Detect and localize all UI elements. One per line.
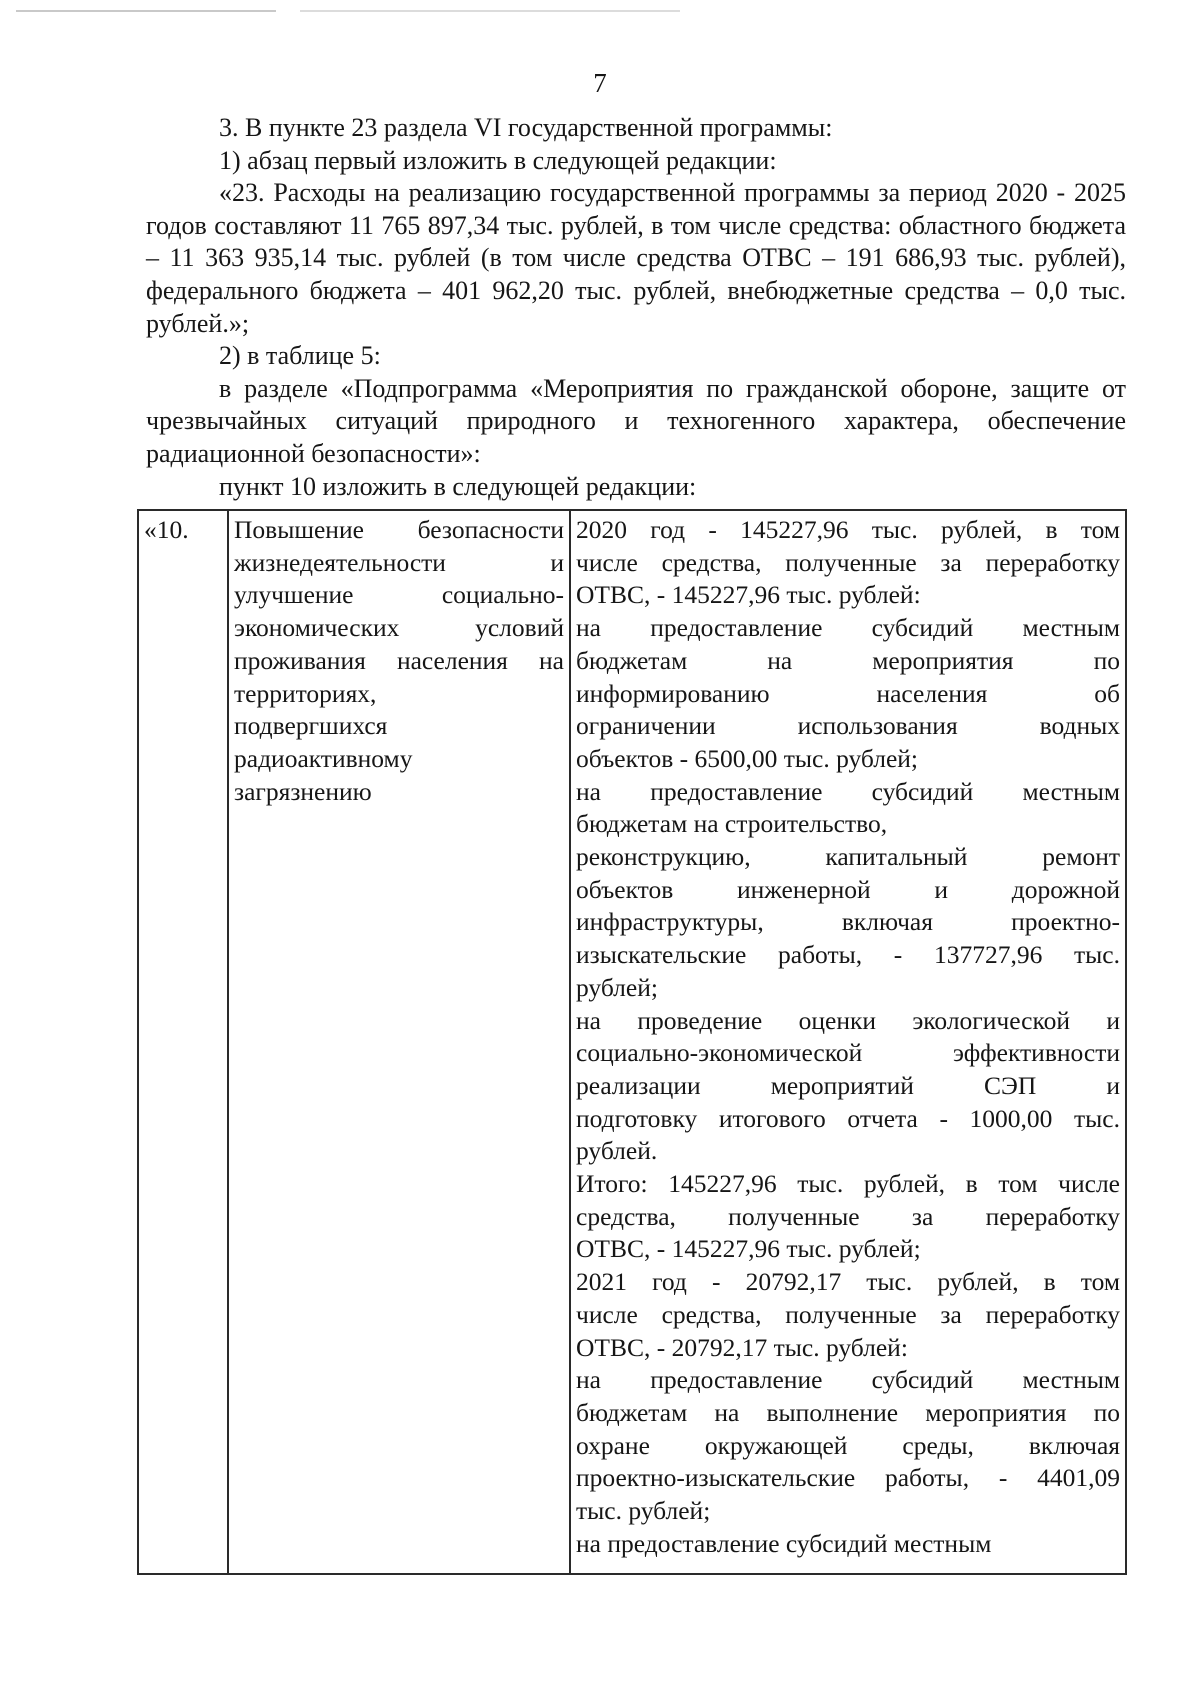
cell-line: инфраструктуры, включая проектно-: [576, 907, 1120, 937]
cell-line: подвергшихся: [234, 711, 388, 741]
cell-line: ОТВС, - 145227,96 тыс. рублей;: [576, 1234, 921, 1264]
cell-line: загрязнению: [234, 776, 372, 806]
paragraph-subitem-1: 1) абзац первый изложить в следующей редакции:: [219, 145, 777, 175]
paragraph-subitem-2: 2) в таблице 5:: [219, 341, 381, 371]
cell-line: реконструкцию, капитальный ремонт: [576, 842, 1120, 872]
paragraph-section-ref: в разделе «Подпрограмма «Мероприятия по гражданской обороне, защите от чрезвычайных ситуаций природного и техногенного характера, обеспечение радиационной безопасности»:: [146, 373, 1126, 468]
funding-description: [576, 514, 1120, 1561]
cell-line: информированию населения об: [576, 678, 1120, 708]
cell-line: на предоставление субсидий местным: [576, 613, 1120, 643]
scan-artifact: [16, 10, 276, 12]
cell-line: жизнедеятельности и: [234, 547, 564, 577]
cell-line: проектно-изыскательские работы, - 4401,09: [576, 1463, 1120, 1493]
measure-name: [234, 514, 564, 808]
cell-line: ограничении использования водных: [576, 711, 1120, 741]
cell-line: ОТВС, - 20792,17 тыс. рублей:: [576, 1332, 908, 1362]
body-text: [146, 112, 1126, 503]
paragraph-item-3: 3. В пункте 23 раздела VI государственной программы:: [219, 113, 833, 142]
table-5-excerpt: [137, 509, 1127, 1575]
table-row: [138, 510, 1126, 1574]
cell-line: числе средства, полученные за переработку: [576, 547, 1120, 577]
page-number: 7: [593, 68, 607, 98]
cell-line: Итого: 145227,96 тыс. рублей, в том числе: [576, 1169, 1120, 1199]
row-number-cell: [138, 510, 228, 1574]
cell-line: ОТВС, - 145227,96 тыс. рублей:: [576, 580, 921, 610]
cell-line: бюджетам на мероприятия по: [576, 645, 1120, 675]
cell-line: рублей;: [576, 972, 658, 1002]
cell-line: улучшение социально-: [234, 580, 564, 610]
cell-line: бюджетам на строительство,: [576, 809, 888, 839]
cell-line: радиоактивному: [234, 743, 413, 773]
cell-line: подготовку итогового отчета - 1000,00 тыс.: [576, 1103, 1120, 1133]
scan-artifact: [300, 10, 680, 12]
cell-line: 2021 год - 20792,17 тыс. рублей, в том: [576, 1267, 1120, 1297]
paragraph-quote-23: «23. Расходы на реализацию государственной программы за период 2020 - 2025 годов составляют 11 765 897,34 тыс. рублей, в том числе средства: областного бюджета – 11 363 935,14 тыс. рублей (в том числе средства ОТВС – 191 686,93 тыс. рублей), федерального бюджета – 401 962,20 тыс. рублей, внебюджетные средства – 0,0 тыс. рублей.»;: [146, 178, 1126, 338]
cell-line: бюджетам на выполнение мероприятия по: [576, 1397, 1120, 1427]
cell-line: рублей.: [576, 1136, 658, 1166]
cell-line: средства, полученные за переработку: [576, 1201, 1120, 1231]
cell-line: изыскательские работы, - 137727,96 тыс.: [576, 940, 1120, 970]
cell-line: экономических условий: [234, 613, 564, 643]
cell-line: тыс. рублей;: [576, 1496, 711, 1526]
cell-line: объектов - 6500,00 тыс. рублей;: [576, 743, 919, 773]
cell-line: объектов инженерной и дорожной: [576, 874, 1120, 904]
cell-line: на проведение оценки экологической и: [576, 1005, 1120, 1035]
measure-name-cell: [228, 510, 570, 1574]
cell-line: числе средства, полученные за переработку: [576, 1299, 1120, 1329]
cell-line: реализации мероприятий СЭП и: [576, 1070, 1120, 1100]
cell-line: на предоставление субсидий местным: [576, 1365, 1120, 1395]
cell-line: социально-экономической эффективности: [576, 1038, 1120, 1068]
cell-line: охране окружающей среды, включая: [576, 1430, 1120, 1460]
row-number: «10.: [144, 515, 189, 544]
cell-line: территориях,: [234, 678, 377, 708]
paragraph-point-10: пункт 10 изложить в следующей редакции:: [219, 471, 697, 501]
cell-line: на предоставление субсидий местным: [576, 1528, 992, 1558]
funding-description-cell: [570, 510, 1126, 1574]
cell-line: 2020 год - 145227,96 тыс. рублей, в том: [576, 515, 1120, 544]
cell-line: на предоставление субсидий местным: [576, 776, 1120, 806]
cell-line: проживания населения на: [234, 645, 564, 675]
cell-line: Повышение безопасности: [234, 515, 564, 544]
